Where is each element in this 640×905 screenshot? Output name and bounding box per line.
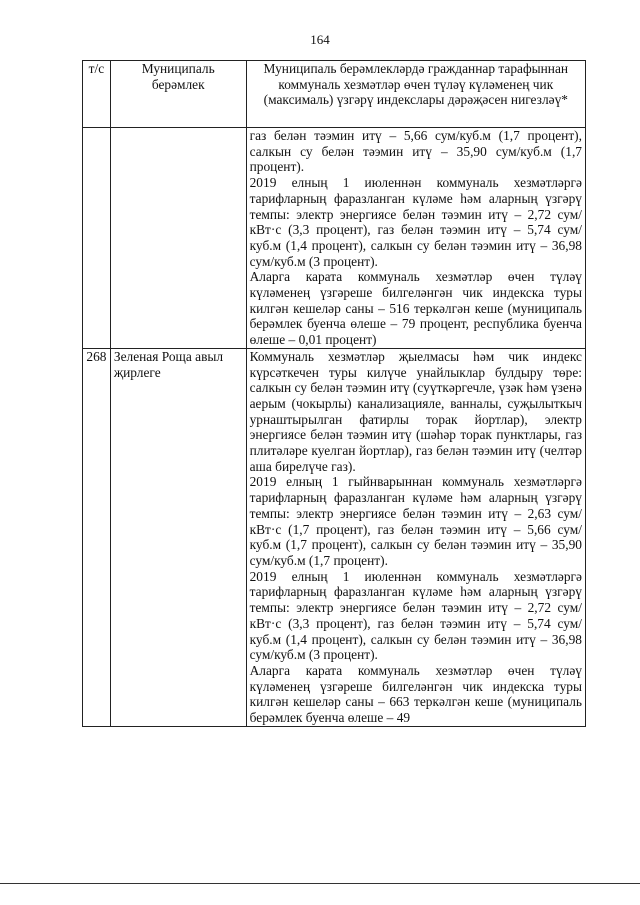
- paragraph: Аларга карата коммуналь хезмәтләр өчен түләү күләменең үзгәреше билгеләнгән чик индекска туры килгән кешеләр саны – 663 теркәлгән кеше (муниципаль берәмлек буенча өлеше – 49: [249, 662, 582, 726]
- paragraph: 2019 елның 1 июленнән коммуналь хезмәтләргә тарифларның фаразланган күләме һәм аларның үзгәрү темпы: электр энергиясе белән тәэмин итү – 2,72 сум/кВт·с (3,3 процент), газ белән тәэмин итү – 5,74 сум/куб.м (1,4 процент), салкын су белән тәэмин итү – 36,98 сум/куб.м (3 процент).: [249, 175, 582, 269]
- paragraph: 2019 елның 1 июленнән коммуналь хезмәтләргә тарифларның фаразланган күләме һәм аларның үзгәрү темпы: электр энергиясе белән тәэмин итү – 2,72 сум/кВт·с (3,3 процент), газ белән тәэмин итү – 5,74 сум/куб.м (1,4 процент), салкын су белән тәэмин итү – 36,98 сум/куб.м (3 процент).: [249, 568, 582, 663]
- row-text: [246, 128, 585, 349]
- tariff-table: [82, 60, 586, 727]
- header-justification: Муниципаль берәмлекләрдә гражданнар тарафыннан коммуналь хезмәтләр өчен түләү күләменең чик (максималь) үзгәрү индекслары дәрәҗәсен нигезләү*: [246, 61, 585, 128]
- row-number: 268: [83, 348, 111, 726]
- table-header-row: [83, 61, 586, 128]
- page-number: 164: [310, 32, 330, 47]
- paragraph: Коммуналь хезмәтләр җыелмасы һәм чик индекс күрсәткечен туры килүче унайлыклар булдыру төре: салкын су белән тәэмин итү (суүткәргечле, үзәк һәм үзенә аерым (чокырлы) канализацияле, ванналы, суҗылыткыч урнаштырылган фатирлы торак йортлар), электр энергиясе белән тәэмин итү (шәһәр торак пунктлары, газ плитәләре куелган йортлар), газ белән тәэмин итү (челтәр аша бирелүче газ).: [249, 348, 582, 474]
- table-row: [83, 348, 586, 726]
- header-municipality: Муниципаль берәмлек: [110, 61, 246, 128]
- row-text: [246, 348, 585, 726]
- header-num: т/с: [83, 61, 111, 128]
- row-number: [83, 128, 111, 349]
- paragraph: Аларга карата коммуналь хезмәтләр өчен түләү күләменең үзгәреше билгеләнгән чик индекска туры килгән кешеләр саны – 516 теркәлгән кеше (муниципаль берәмлек буенча өлеше – 79 процент, республика буенча өлеше – 0,01 процент): [249, 269, 582, 348]
- page-bottom-edge: [0, 883, 640, 884]
- table-row: [83, 128, 586, 349]
- paragraph: 2019 елның 1 гыйнварыннан коммуналь хезмәтләргә тарифларның фаразланган күләме һәм аларның үзгәрү темпы: электр энергиясе белән тәэмин итү – 2,63 сум/кВт·с (1,7 процент), газ белән тәэмин итү – 5,66 сум/куб.м (1,7 процент), салкын су белән тәэмин итү – 35,90 сум/куб.м (1,7 процент).: [249, 474, 582, 568]
- row-municipality: [110, 128, 246, 349]
- paragraph: газ белән тәэмин итү – 5,66 сум/куб.м (1,7 процент), салкын су белән тәэмин итү – 35,90 сум/куб.м (1,7 процент).: [249, 128, 582, 175]
- row-municipality: Зеленая Роща авыл җирлеге: [110, 348, 246, 726]
